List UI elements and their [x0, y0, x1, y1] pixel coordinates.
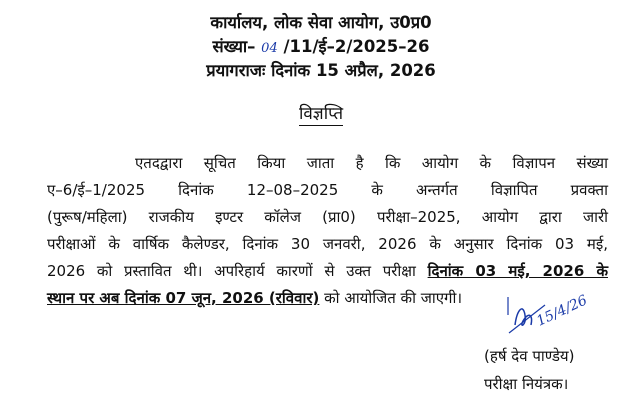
- body-line-3: (पुरूष/महिला) राजकीय इण्टर कॉलेज (प्रा0) परीक्षा–2025, आयोग द्वारा जारी: [47, 208, 608, 226]
- office-name: कार्यालय, लोक सेवा आयोग, उ0प्र0: [210, 13, 432, 32]
- body-line-5: [47, 261, 608, 281]
- notice-title: [0, 101, 642, 124]
- ref-suffix: /11/ई–2/2025–26: [283, 37, 430, 56]
- signatory-name: (हर्ष देव पाण्डेय): [484, 347, 575, 365]
- ref-prefix: संख्या–: [212, 37, 256, 56]
- body-line-6-plain: को आयोजित की जाएगी।: [324, 289, 463, 307]
- handwritten-signature: [505, 285, 615, 349]
- ref-handwritten: 04: [261, 41, 278, 56]
- body-line-5-plain: 2026 को प्रस्तावित थी। अपरिहार्य कारणों से उक्त परीक्षा: [47, 262, 416, 280]
- body-line-1: एतदद्वारा सूचित किया जाता है कि आयोग के विज्ञापन संख्या: [135, 154, 608, 172]
- place-date: प्रयागराजः दिनांक 15 अप्रैल, 2026: [206, 61, 436, 80]
- signature-date: 15/4/26: [534, 292, 590, 330]
- body-line-6-bold: स्थान पर अब दिनांक 07 जून, 2026 (रविवार): [47, 289, 320, 307]
- body-line-2: ए–6/ई–1/2025 दिनांक 12–08–2025 के अन्तर्गत विज्ञापित प्रवक्ता: [47, 181, 608, 199]
- notice-title-text: विज्ञप्ति: [298, 104, 344, 124]
- body-line-4: परीक्षाओं के वार्षिक कैलेण्डर, दिनांक 30 जनवरी, 2026 के अनुसार दिनांक 03 मई,: [47, 235, 608, 253]
- signatory-designation: परीक्षा नियंत्रक।: [484, 375, 569, 393]
- reference-number: [0, 34, 642, 57]
- body-line-5-bold: दिनांक 03 मई, 2026 के: [427, 262, 608, 280]
